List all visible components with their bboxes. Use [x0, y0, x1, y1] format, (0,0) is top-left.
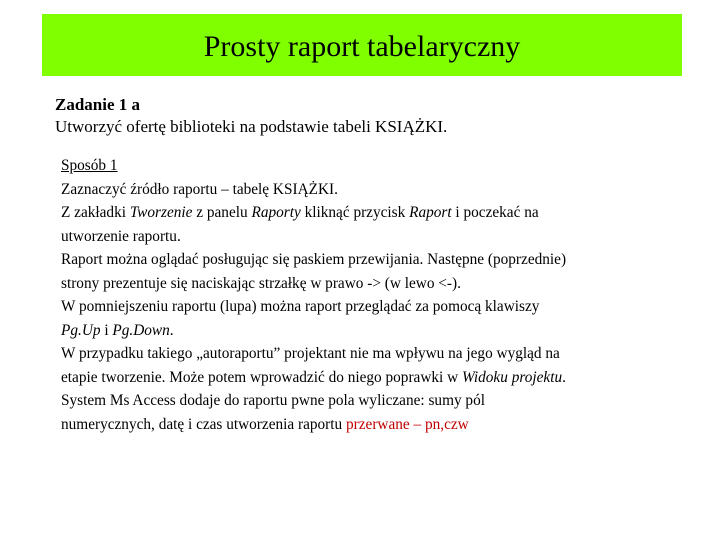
italic-term-raport: Raport: [409, 204, 452, 221]
italic-term-tworzenie: Tworzenie: [129, 204, 193, 221]
slide-title: Prosty raport tabelaryczny: [203, 30, 521, 63]
italic-key-pgdown: Pg.Down: [112, 321, 170, 339]
instruction-line-2: [61, 201, 701, 225]
text-fragment: etapie tworzenie. Może potem wprowadzić do niego poprawki w: [61, 368, 462, 386]
italic-key-pgup: Pg.Up: [61, 321, 101, 339]
instruction-line-11: [61, 413, 701, 437]
text-fragment: .: [169, 321, 174, 339]
italic-term-raporty: Raporty: [251, 204, 301, 221]
text-fragment: .: [562, 368, 566, 386]
instruction-line-1: Zaznaczyć źródło raportu – tabelę KSIĄŻKI.: [61, 180, 338, 198]
instruction-line-3: utworzenie raportu.: [61, 227, 181, 245]
method-heading-line: [61, 154, 701, 178]
title-banner: [42, 14, 682, 76]
instruction-line-4: Raport można oglądać posługując się paskiem przewijania. Następne (poprzednie): [61, 251, 567, 268]
task-description: Utworzyć ofertę biblioteki na podstawie tabeli KSIĄŻKI.: [55, 117, 448, 136]
instruction-line-7: [61, 319, 701, 343]
text-fragment: i: [100, 321, 113, 339]
italic-term-widok-projektu: Widoku projektu: [461, 368, 563, 386]
instruction-line-9: [61, 366, 701, 390]
highlighted-note: przerwane – pn,czw: [346, 415, 469, 433]
text-fragment: i poczekać na: [451, 204, 539, 221]
instruction-line-5: strony prezentuje się naciskając strzałkę w prawo -> (w lewo <-).: [61, 274, 461, 292]
instruction-line-10: System Ms Access dodaje do raportu pwne pola wyliczane: sumy pól: [61, 392, 485, 409]
text-fragment: kliknąć przycisk: [300, 204, 410, 221]
task-section: [55, 94, 695, 138]
instruction-line-6: W pomniejszeniu raportu (lupa) można raport przeglądać za pomocą klawiszy: [61, 298, 540, 315]
task-heading: Zadanie 1 a: [55, 95, 141, 114]
method-heading: Sposób 1: [61, 157, 118, 174]
text-fragment: Z zakładki: [61, 204, 130, 221]
instruction-line-8: W przypadku takiego „autoraportu” projektant nie ma wpływu na jego wygląd na: [61, 345, 560, 362]
method-section: [61, 154, 701, 436]
text-fragment: numerycznych, datę i czas utworzenia raportu: [61, 415, 346, 433]
text-fragment: z panelu: [192, 204, 252, 221]
